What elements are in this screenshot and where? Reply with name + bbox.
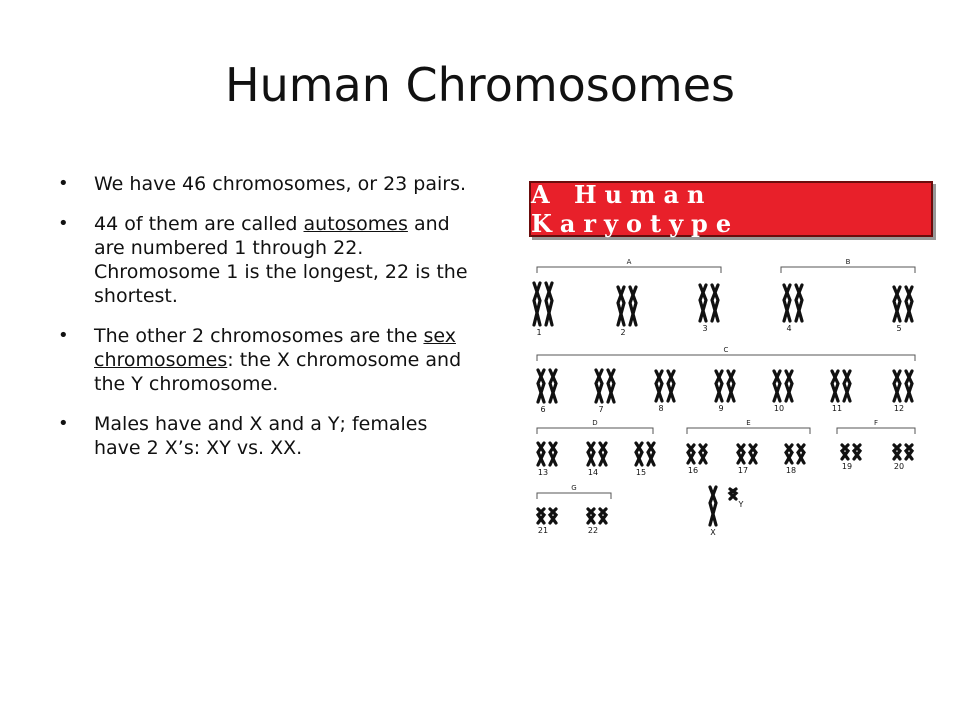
bullet-icon: • xyxy=(58,213,69,234)
group-bracket xyxy=(781,267,915,273)
bullet-text: Males have and X and a Y; females have 2 X’s: XY vs. XX. xyxy=(94,413,428,459)
sex-chromosome-label: X xyxy=(710,528,716,537)
term-sex-chromosomes: sex chromosomes xyxy=(94,325,456,371)
pair-number: 13 xyxy=(537,468,549,477)
group-label: D xyxy=(592,419,598,427)
slide-title: Human Chromosomes xyxy=(225,58,735,112)
group-bracket xyxy=(537,355,915,361)
pair-number: 18 xyxy=(785,466,797,475)
pair-number: 20 xyxy=(893,462,905,471)
group-label: B xyxy=(845,258,851,266)
bullet-text: The other 2 chromosomes are the sex chromosomes: the X chromosome and the Y chromosome. xyxy=(94,325,462,395)
group-bracket xyxy=(537,493,611,499)
group-label: F xyxy=(873,419,879,427)
karyotype-banner: A Human Karyotype xyxy=(529,181,933,237)
bullet-text: We have 46 chromosomes, or 23 pairs. xyxy=(94,173,467,195)
group-label: A xyxy=(626,258,632,266)
bullet-item xyxy=(58,412,478,460)
bullet-list xyxy=(58,172,478,476)
bullet-icon: • xyxy=(58,173,69,194)
karyotype-figure xyxy=(525,175,945,545)
pair-number: 1 xyxy=(536,328,542,337)
pair-number: 10 xyxy=(773,404,785,413)
pair-number: 14 xyxy=(587,468,599,477)
bullet-item xyxy=(58,324,478,396)
pair-number: 6 xyxy=(540,405,546,414)
pair-number: 21 xyxy=(537,526,549,535)
pair-number: 15 xyxy=(635,468,647,477)
term-autosomes: autosomes xyxy=(303,213,408,235)
pair-number: 2 xyxy=(620,328,626,337)
pair-number: 17 xyxy=(737,466,749,475)
pair-number: 19 xyxy=(841,462,853,471)
pair-number: 4 xyxy=(786,324,792,333)
pair-number: 22 xyxy=(587,526,599,535)
pair-number: 8 xyxy=(658,404,664,413)
group-label: C xyxy=(723,346,729,354)
pair-number: 16 xyxy=(687,466,699,475)
bullet-text: 44 of them are called autosomes and are numbered 1 through 22. Chromosome 1 is the longest, 22 is the shortest. xyxy=(94,213,468,307)
pair-number: 12 xyxy=(893,404,905,413)
group-bracket xyxy=(537,267,721,273)
pair-number: 5 xyxy=(896,324,902,333)
group-label: G xyxy=(571,484,577,492)
bullet-icon: • xyxy=(58,413,69,434)
group-bracket xyxy=(837,428,915,434)
bullet-icon: • xyxy=(58,325,69,346)
pair-number: 9 xyxy=(718,404,724,413)
group-bracket xyxy=(537,428,653,434)
bullet-item xyxy=(58,212,478,308)
group-label: E xyxy=(746,419,751,427)
karyotype-chart xyxy=(525,175,945,545)
group-bracket xyxy=(687,428,810,434)
pair-number: 11 xyxy=(831,404,843,413)
bullet-item xyxy=(58,172,478,196)
pair-number: 3 xyxy=(702,324,708,333)
pair-number: 7 xyxy=(598,405,604,414)
sex-chromosome-label: Y xyxy=(738,500,744,509)
